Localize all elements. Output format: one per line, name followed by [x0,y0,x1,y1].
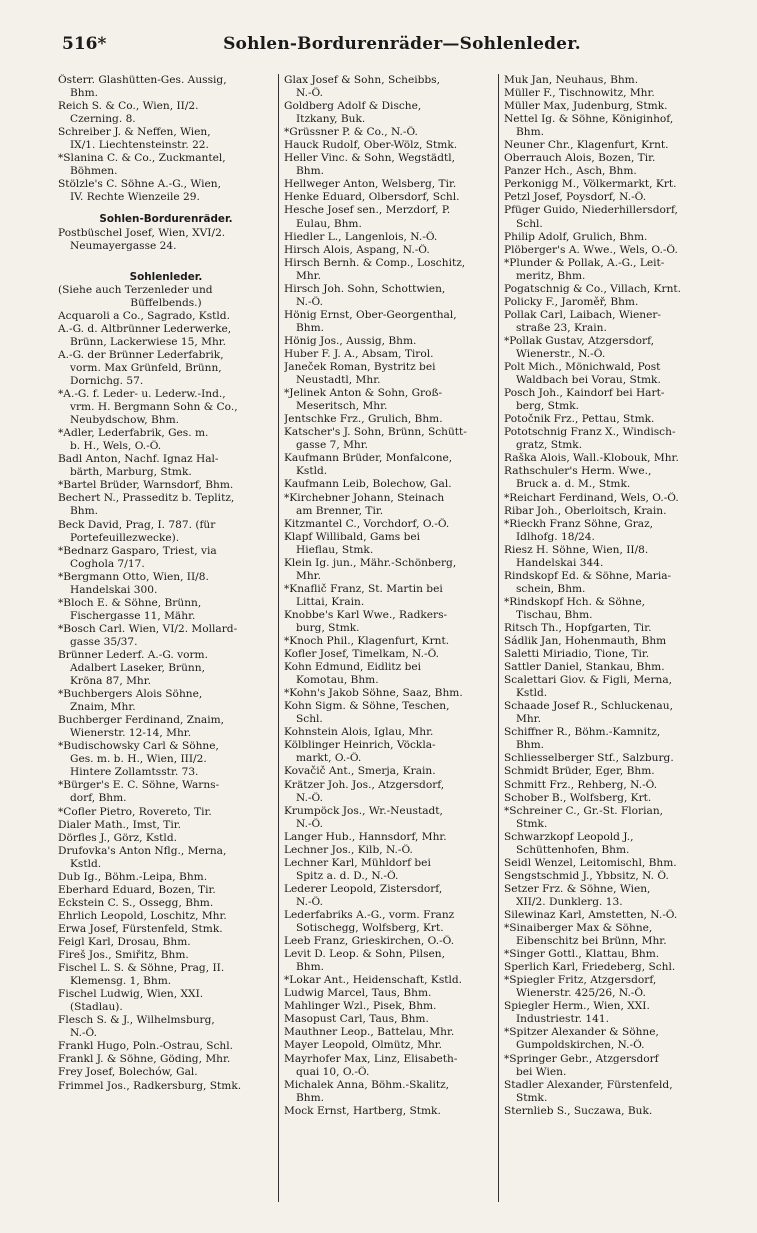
directory-entry: Sternlieb S., Suczawa, Buk. [504,1104,653,1117]
directory-entry-continuation: XII/2. Dunklerg. 13. [516,895,623,908]
directory-entry-continuation: Bhm. [296,1091,325,1104]
directory-entry: Leeb Franz, Grieskirchen, O.-Ö. [284,935,455,948]
directory-entry-continuation: N.-Ö. [296,87,323,100]
directory-entry: Kaufmann Brüder, Monfalcone, [284,452,453,465]
directory-entry-continuation: Tischau, Bhm. [516,608,593,621]
directory-entry: Frey Josef, Bolechów, Gal. [58,1066,198,1079]
directory-entry: *Spitzer Alexander & Söhne, [504,1026,659,1039]
directory-entry: Müller F., Tischnowitz, Mhr. [504,87,655,100]
directory-entry: Potočnik Frz., Pettau, Stmk. [504,413,655,426]
directory-entry: Hirsch Joh. Sohn, Schottwien, [284,282,446,295]
directory-entry-continuation: Bhm. [70,87,99,100]
directory-entry: Feigl Karl, Drosau, Bhm. [58,936,191,948]
directory-entry-continuation: quai 10, O.-Ö. [296,1065,370,1078]
directory-entry: *Schreiner C., Gr.-St. Florian, [504,804,664,817]
directory-entry: *Spiegler Fritz, Atzgersdorf, [504,974,657,987]
directory-entry: Schwarzkopf Leopold J., [504,830,634,843]
directory-entry: Buchberger Ferdinand, Znaim, [58,714,225,727]
directory-entry-continuation: Brünn, Lackerwiese 15, Mhr. [70,335,227,348]
directory-entry: Erwa Josef, Fürstenfeld, Stmk. [58,922,223,935]
directory-entry: Huber F. J. A., Absam, Tirol. [284,347,434,360]
directory-entry-continuation: gasse 35/37. [70,635,138,648]
directory-entry: *Bürger's E. C. Söhne, Warns- [58,779,220,792]
directory-entry-continuation: Industriestr. 141. [516,1013,609,1026]
directory-entry-continuation: Bhm. [516,739,545,752]
directory-entry: Dialer Math., Imst, Tir. [58,818,182,831]
directory-entry: Beck David, Prag, I. 787. (für [58,518,216,531]
directory-entry-continuation: schein, Bhm. [516,582,586,595]
directory-entry: Heller Vinc. & Sohn, Wegstädtl, [284,152,456,165]
directory-entry-continuation: Wienerstr. 425/26, N.-Ö. [516,987,646,1000]
directory-entry: Klapf Willibald, Gams bei [284,530,421,543]
directory-entry: Glax Josef & Sohn, Scheibbs, [284,74,440,86]
directory-entry: Frimmel Jos., Radkersburg, Stmk. [58,1079,242,1092]
directory-entry: *Lokar Ant., Heidenschaft, Kstld. [284,974,463,987]
directory-entry: *Kohn's Jakob Söhne, Saaz, Bhm. [284,687,463,700]
directory-entry: Dub Ig., Böhm.-Leipa, Bhm. [58,870,208,883]
directory-entry-continuation: N.-Ö. [296,895,323,908]
directory-entry-continuation: Dornichg. 57. [70,374,144,387]
directory-entry: Mauthner Leop., Battelau, Mhr. [284,1026,455,1039]
directory-entry: Sengstschmid J., Ybbsitz, N. Ö. [504,869,669,882]
directory-entry-continuation: Neustadtl, Mhr. [296,374,381,387]
column-divider [498,74,499,1202]
directory-entry-continuation: b. H., Wels, O.-Ö. [70,440,162,453]
directory-entry: Katscher's J. Sohn, Brünn, Schütt- [284,426,467,439]
directory-entry: Ehrlich Leopold, Loschitz, Mhr. [58,909,227,922]
directory-entry: Lechner Jos., Kilb, N.-Ö. [284,843,413,856]
directory-entry: Silewinaz Karl, Amstetten, N.-Ö. [504,909,678,921]
directory-entry: Masopust Carl, Taus, Bhm. [284,1013,429,1026]
directory-entry-continuation: Bhm. [516,126,545,139]
directory-entry-continuation: N.-Ö. [296,295,323,308]
directory-entry-continuation: IV. Rechte Wienzeile 29. [70,191,200,204]
directory-entry: *Adler, Lederfabrik, Ges. m. [58,427,209,440]
directory-entry-continuation: Handelskai 300. [70,583,158,596]
directory-entry: Langer Hub., Hannsdorf, Mhr. [284,830,447,843]
directory-entry: Mayrhofer Max, Linz, Elisabeth- [284,1052,458,1065]
directory-entry: Frankl Hugo, Poln.-Ostrau, Schl. [58,1040,234,1053]
directory-entry: *Rindskopf Hch. & Söhne, [504,595,646,608]
directory-entry-continuation: N.-Ö. [296,817,323,830]
directory-entry-continuation: Handelskai 344. [516,556,604,569]
directory-entry: *Sinaiberger Max & Söhne, [504,922,653,935]
directory-entry: Eckstein C. S., Ossegg, Bhm. [58,896,214,909]
directory-entry: Riesz H. Söhne, Wien, II/8. [504,543,649,556]
directory-entry: Panzer Hch., Asch, Bhm. [504,165,637,178]
directory-entry-continuation: Bhm. [70,505,99,518]
spacer [58,204,274,213]
directory-entry: A.-G. d. Altbrünner Lederwerke, [58,322,232,335]
directory-entry: Mahlinger Wzl., Pisek, Bhm. [284,1000,437,1013]
directory-entry: Philip Adolf, Grulich, Bhm. [504,230,648,243]
directory-entry: Krätzer Joh. Jos., Atzgersdorf, [284,778,445,791]
directory-entry: Nettel Ig. & Söhne, Königinhof, [504,113,674,126]
directory-entry: Dörfles J., Görz, Kstld. [58,831,177,844]
directory-entry-continuation: Bhm. [296,321,325,334]
directory-entry-continuation: Idlhofg. 18/24. [516,530,595,543]
directory-entry-continuation: Mhr. [296,269,321,282]
directory-entry: Eberhard Eduard, Bozen, Tir. [58,883,216,896]
directory-entry-continuation: berg, Stmk. [516,400,579,413]
directory-entry: Seidl Wenzel, Leitomischl, Bhm. [504,856,677,869]
directory-entry: *Bednarz Gasparo, Triest, via [58,544,217,557]
directory-entry-continuation: Schl. [296,713,323,726]
directory-entry-continuation: Neubydschow, Bhm. [70,414,180,427]
directory-columns [58,74,748,1210]
directory-entry-continuation: Znaim, Mhr. [70,701,136,714]
directory-entry-continuation: N.-Ö. [296,791,323,804]
directory-entry: Posch Joh., Kaindorf bei Hart- [504,387,665,400]
directory-entry-continuation: meritz, Bhm. [516,269,586,282]
directory-entry: Rindskopf Ed. & Söhne, Maria- [504,569,672,582]
directory-entry: Lederfabriks A.-G., vorm. Franz [284,909,455,921]
directory-entry: *Kirchebner Johann, Steinach [284,491,445,504]
directory-entry: Fischel L. S. & Söhne, Prag, II. [58,962,225,975]
directory-entry-continuation: Waldbach bei Vorau, Stmk. [516,374,661,387]
directory-entry-continuation: Mhr. [516,713,541,726]
directory-entry-continuation: Czerning. 8. [70,113,136,126]
page-title: Sohlen-Bordurenräder—Sohlenleder. [223,34,581,54]
directory-entry: Kofler Josef, Timelkam, N.-Ö. [284,648,440,661]
directory-entry: Hiedler L., Langenlois, N.-Ö. [284,230,438,243]
directory-entry-continuation: N.-Ö. [70,1027,97,1040]
directory-entry: *Cofler Pietro, Rovereto, Tir. [58,805,212,818]
directory-entry: Schmidt Brüder, Eger, Bhm. [504,765,655,778]
directory-entry-continuation: Itzkany, Buk. [296,113,366,126]
directory-entry-continuation: Kstld. [296,465,328,478]
spacer [58,253,274,271]
directory-entry: Badl Anton, Nachf. Ignaz Hal- [58,453,219,466]
directory-entry: Mayer Leopold, Olmütz, Mhr. [284,1039,443,1052]
directory-entry: *Bergmann Otto, Wien, II/8. [58,570,209,583]
directory-entry: (Siehe auch Terzenleder und [58,283,213,296]
directory-entry-continuation: Eibenschitz bei Brünn, Mhr. [516,935,667,948]
directory-entry: Scalettari Giov. & Figli, Merna, [504,674,673,687]
directory-entry: Perkonigg M., Völkermarkt, Krt. [504,178,677,191]
column-divider [278,74,279,1202]
directory-entry: Ribar Joh., Oberloitsch, Krain. [504,504,667,517]
directory-entry: *Slanina C. & Co., Zuckmantel, [58,152,226,165]
directory-column-3 [504,74,748,1210]
directory-entry: Hönig Jos., Aussig, Bhm. [284,334,417,347]
directory-entry: *Knoch Phil., Klagenfurt, Krnt. [284,635,450,648]
directory-entry: Müller Max, Judenburg, Stmk. [504,100,668,113]
section-note: Büffelbends.) [130,296,202,309]
directory-column-2 [284,74,496,1210]
directory-entry-continuation: am Brenner, Tir. [296,504,384,517]
directory-entry: *Springer Gebr., Atzgersdorf [504,1052,659,1065]
directory-entry: *Buchbergers Alois Söhne, [58,688,203,701]
directory-entry-continuation: dorf, Bhm. [70,792,127,805]
directory-entry: Kitzmantel C., Vorchdorf, O.-Ö. [284,517,450,530]
directory-entry-continuation: gasse 7, Mhr. [296,439,369,452]
directory-entry: Polt Mich., Mönichwald, Post [504,361,661,374]
directory-entry: Hirsch Alois, Aspang, N.-Ö. [284,243,430,256]
directory-entry-continuation: (Stadlau). [70,1001,123,1014]
directory-entry: Saletti Miriadio, Tione, Tir. [504,648,650,661]
directory-entry: Setzer Frz. & Söhne, Wien, [504,882,651,895]
directory-entry-continuation: Eulau, Bhm. [296,217,362,230]
directory-entry: *Grüssner P. & Co., N.-Ö. [284,126,418,139]
directory-entry: Schiffner R., Böhm.-Kamnitz, [504,726,661,739]
directory-entry: Lederer Leopold, Zistersdorf, [284,882,443,895]
directory-entry-continuation: Hintere Zollamtsstr. 73. [70,766,199,779]
directory-entry: Janeček Roman, Bystritz bei [284,361,436,374]
directory-entry-continuation: Gumpoldskirchen, N.-Ö. [516,1039,645,1052]
directory-entry: Hönig Ernst, Ober-Georgenthal, [284,308,457,321]
directory-entry: *Bloch E. & Söhne, Brünn, [58,596,202,609]
directory-entry-continuation: Komotau, Bhm. [296,674,379,687]
directory-entry-continuation: Bruck a. d. M., Stmk. [516,478,631,491]
directory-entry: *Rieckh Franz Söhne, Graz, [504,517,654,530]
directory-entry: Michalek Anna, Böhm.-Skalitz, [284,1078,450,1091]
directory-entry-continuation: Mhr. [296,569,321,582]
directory-entry: *Knaflič Franz, St. Martin bei [284,582,443,595]
directory-entry: Klein Ig. jun., Mähr.-Schönberg, [284,556,457,569]
directory-entry-continuation: Coghola 7/17. [70,557,145,570]
directory-entry: Pogatschnig & Co., Villach, Krnt. [504,282,682,295]
directory-entry: Frankl J. & Söhne, Göding, Mhr. [58,1053,231,1066]
directory-entry-continuation: Neumayergasse 24. [70,239,177,252]
directory-entry: Stölzle's C. Söhne A.-G., Wien, [58,178,221,191]
directory-entry: Schmitt Frz., Rehberg, N.-Ö. [504,778,658,791]
directory-entry: Kohn Edmund, Eidlitz bei [284,661,422,674]
directory-entry: Schaade Josef R., Schluckenau, [504,700,673,713]
directory-entry-continuation: bärth, Marburg, Stmk. [70,466,192,479]
directory-entry: *Jelinek Anton & Sohn, Groß- [284,387,443,400]
directory-entry: Levit D. Leop. & Sohn, Pilsen, [284,948,445,961]
directory-entry: Hirsch Bernh. & Comp., Loschitz, [284,256,466,269]
directory-entry: Fischel Ludwig, Wien, XXI. [58,988,204,1001]
directory-entry: Kaufmann Leib, Bolechow, Gal. [284,478,452,491]
directory-entry-continuation: Böhmen. [70,165,118,178]
directory-entry: Rathschuler's Herm. Wwe., [504,465,652,478]
directory-entry-continuation: Bhm. [296,165,325,178]
directory-entry: Postbüschel Josef, Wien, XVI/2. [58,226,226,239]
directory-entry: Flesch S. & J., Wilhelmsburg, [58,1014,215,1027]
directory-entry: Stadler Alexander, Fürstenfeld, [504,1078,673,1091]
directory-entry: Kohnstein Alois, Iglau, Mhr. [284,726,434,739]
directory-entry: *Budischowsky Carl & Söhne, [58,740,219,753]
section-heading: Sohlenleder. [129,270,203,283]
directory-entry: Bechert N., Prasseditz b. Teplitz, [58,492,235,505]
directory-entry: Krumpöck Jos., Wr.-Neustadt, [284,804,443,817]
directory-entry: Plöberger's A. Wwe., Wels, O.-Ö. [504,243,678,256]
directory-entry: Acquaroli a Co., Sagrado, Kstld. [58,309,230,322]
directory-entry-continuation: Kstld. [516,687,548,700]
directory-entry-continuation: Stmk. [516,817,548,830]
directory-entry: Reich S. & Co., Wien, II/2. [58,100,199,113]
directory-entry: *Reichart Ferdinand, Wels, O.-Ö. [504,491,679,504]
directory-entry: Goldberg Adolf & Dische, [284,100,422,113]
directory-entry-continuation: vrm. H. Bergmann Sohn & Co., [70,401,238,414]
directory-entry: Lechner Karl, Mühldorf bei [284,856,431,869]
directory-entry-continuation: Schl. [516,217,543,230]
directory-entry: Schober B., Wolfsberg, Krt. [504,791,652,804]
directory-entry: Kohn Sigm. & Söhne, Teschen, [284,700,450,713]
directory-entry: Kovačič Ant., Smerja, Krain. [284,765,436,778]
directory-entry: Henke Eduard, Olbersdorf, Schl. [284,191,460,204]
directory-column-1 [58,74,274,1210]
directory-entry: Mock Ernst, Hartberg, Stmk. [284,1104,441,1117]
directory-entry: *Bartel Brüder, Warnsdorf, Bhm. [58,479,234,492]
directory-entry-continuation: Kstld. [70,857,102,870]
directory-entry: Raška Alois, Wall.-Klobouk, Mhr. [504,452,679,465]
directory-entry: Kölblinger Heinrich, Vöckla- [284,739,436,752]
directory-entry-continuation: Stmk. [516,1091,548,1104]
directory-entry: Petzl Josef, Poysdorf, N.-Ö. [504,191,647,204]
directory-entry: *Pollak Gustav, Atzgersdorf, [504,334,654,347]
directory-entry: Hesche Josef sen., Merzdorf, P. [284,204,451,217]
directory-entry: Spiegler Herm., Wien, XXI. [504,1000,650,1013]
directory-entry: Sattler Daniel, Stankau, Bhm. [504,661,665,674]
directory-entry-continuation: Schüttenhofen, Bhm. [516,843,630,856]
directory-entry: Pfüger Guido, Niederhillersdorf, [504,204,678,217]
directory-entry: Schreiber J. & Neffen, Wien, [58,126,211,139]
directory-entry: Ludwig Marcel, Taus, Bhm. [284,987,432,1000]
directory-entry-continuation: bei Wien. [516,1065,567,1078]
directory-entry-continuation: markt, O.-Ö. [296,752,362,765]
directory-entry: Ritsch Th., Hopfgarten, Tir. [504,621,652,634]
directory-entry-continuation: Fischergasse 11, Mähr. [70,609,196,622]
directory-entry: Jentschke Frz., Grulich, Bhm. [284,413,443,426]
directory-entry: Sperlich Karl, Friedeberg, Schl. [504,961,676,974]
directory-entry: Muk Jan, Neuhaus, Bhm. [504,74,639,86]
page-header [62,34,742,64]
directory-entry: *Plunder & Pollak, A.-G., Leit- [504,256,665,269]
directory-entry: Österr. Glashütten-Ges. Aussig, [58,74,227,86]
directory-entry-continuation: Adalbert Laseker, Brünn, [70,662,205,675]
directory-entry: *Singer Gottl., Klattau, Bhm. [504,948,660,961]
directory-entry: *A.-G. f. Leder- u. Lederw.-Ind., [58,388,226,401]
directory-entry-continuation: Portefeuillezwecke). [70,531,180,544]
directory-entry-continuation: Meseritsch, Mhr. [296,400,388,413]
page-number: 516* [62,34,107,54]
directory-entry: Policky F., Jaroměř, Bhm. [504,295,639,308]
directory-entry-continuation: Klemensg. 1, Bhm. [70,975,172,988]
directory-entry-continuation: Wienerstr. 12-14, Mhr. [70,727,192,740]
directory-entry: *Bosch Carl. Wien, VI/2. Mollard- [58,622,238,635]
directory-entry: A.-G. der Brünner Lederfabrik, [58,348,224,361]
directory-entry: Knobbe's Karl Wwe., Radkers- [284,608,448,621]
directory-entry-continuation: Sotischegg, Wolfsberg, Krt. [296,922,444,935]
directory-entry: Drufovka's Anton Nflg., Merna, [58,844,227,857]
directory-entry-continuation: Bhm. [296,961,325,974]
directory-entry-continuation: Hieflau, Stmk. [296,543,374,556]
directory-entry: Brünner Lederf. A.-G. vorm. [58,648,208,661]
directory-entry-continuation: gratz, Stmk. [516,439,583,452]
directory-entry-continuation: Littai, Krain. [296,595,365,608]
directory-entry: Oberrauch Alois, Bozen, Tir. [504,152,656,165]
directory-entry-continuation: Wienerstr., N.-Ö. [516,347,606,360]
directory-entry-continuation: IX/1. Liechtensteinstr. 22. [70,139,209,152]
directory-entry-continuation: straße 23, Krain. [516,321,607,334]
directory-entry: Pototschnig Franz X., Windisch- [504,426,676,439]
directory-entry-continuation: Spitz a. d. D., N.-Ö. [296,869,399,882]
directory-entry: Fireš Jos., Smiřitz, Bhm. [58,949,189,962]
directory-entry: Pollak Carl, Laibach, Wiener- [504,308,661,321]
section-heading: Sohlen-Bordurenräder. [99,213,233,226]
directory-entry-continuation: burg, Stmk. [296,621,360,634]
directory-entry: Schliesselberger Stf., Salzburg. [504,752,674,765]
directory-entry-continuation: vorm. Max Grünfeld, Brünn, [70,361,222,374]
directory-entry-continuation: Ges. m. b. H., Wien, III/2. [70,753,207,766]
directory-entry: Neuner Chr., Klagenfurt, Krnt. [504,139,669,152]
directory-entry: Hauck Rudolf, Ober-Wölz, Stmk. [284,139,458,152]
directory-entry-continuation: Kröna 87, Mhr. [70,675,152,688]
directory-entry: Sádlik Jan, Hohenmauth, Bhm [504,635,667,648]
directory-entry: Hellweger Anton, Welsberg, Tir. [284,178,457,191]
